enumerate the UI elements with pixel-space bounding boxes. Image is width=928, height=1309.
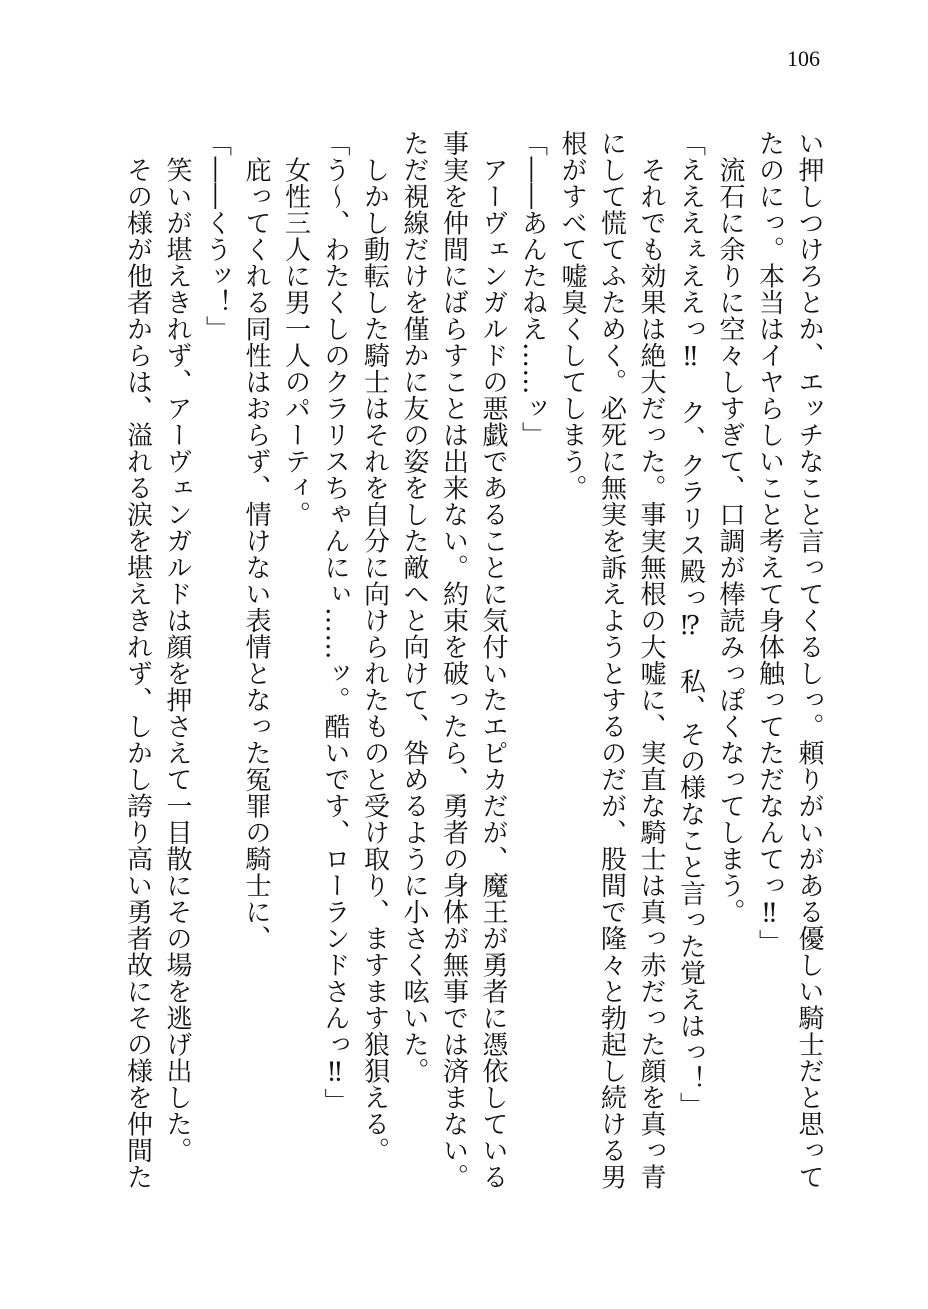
text-line-12: しかし動転した騎士はそれを自分に向けられたものと受け取り、ますます狼狽える。 (359, 130, 390, 1164)
text-line-2: たのにっ。本当はイヤらしいこと考えて身体触ってただなんてっ‼」 (754, 130, 785, 956)
text-line-6: にして慌てふためく。必死に無実を訴えようとするのだが、股間で隆々と勃起し続ける男 (596, 130, 627, 1190)
text-line-4: 「えええぇええっ‼ ク、クラリス殿っ⁉ 私、その様なこと言った覚えはっ！」 (675, 130, 706, 1119)
text-line-9: アーヴェンガルドの悪戯であることに気付いたエピカだが、魔王が勇者に憑依している (478, 130, 508, 1190)
text-line-3: 流石に余りに空々しすぎて、口調が棒読みっぽくなってしまう。 (715, 130, 745, 925)
text-line-8: 「――あんたねえ……ッ」 (517, 130, 548, 448)
text-line-14: 女性三人に男一人のパーティ。 (280, 130, 311, 528)
text-line-18: その様が他者からは、溢れる涙を堪えきれず、しかし誇り高い勇者故にその様を仲間た (122, 130, 153, 1190)
text-line-15: 庇ってくれる同性はおらず、情けない表情となった冤罪の騎士に、 (241, 130, 271, 952)
text-line-7: 根がすべて嘘臭くしてしまう。 (557, 130, 587, 501)
text-line-10: 事実を仲間にばらすことは出来ない。約束を破ったら、勇者の身体が無事では済まない。 (438, 130, 469, 1190)
text-line-11: ただ視線だけを僅かに友の姿をした敵へと向けて、咎めるように小さく呟いた。 (399, 130, 429, 1084)
body-text (117, 130, 828, 1190)
text-line-16: 「――くうッ！」 (201, 130, 232, 342)
page-number: 106 (787, 46, 820, 71)
text-line-5: それでも効果は絶大だった。事実無根の大嘘に、実直な騎士は真っ赤だった顔を真っ青 (636, 130, 666, 1190)
text-line-13: 「う～、わたくしのクラリスちゃんにぃ……ッ。酷いです、ローランドさんっ‼」 (320, 130, 350, 1115)
text-line-1: い押しつけろとか、エッチなこと言ってくるしっ。頼りがいがある優しい騎士だと思って (794, 130, 824, 1190)
text-line-17: 笑いが堪えきれず、アーヴェンガルドは顔を押さえて一目散にその場を逃げ出した。 (162, 130, 192, 1164)
